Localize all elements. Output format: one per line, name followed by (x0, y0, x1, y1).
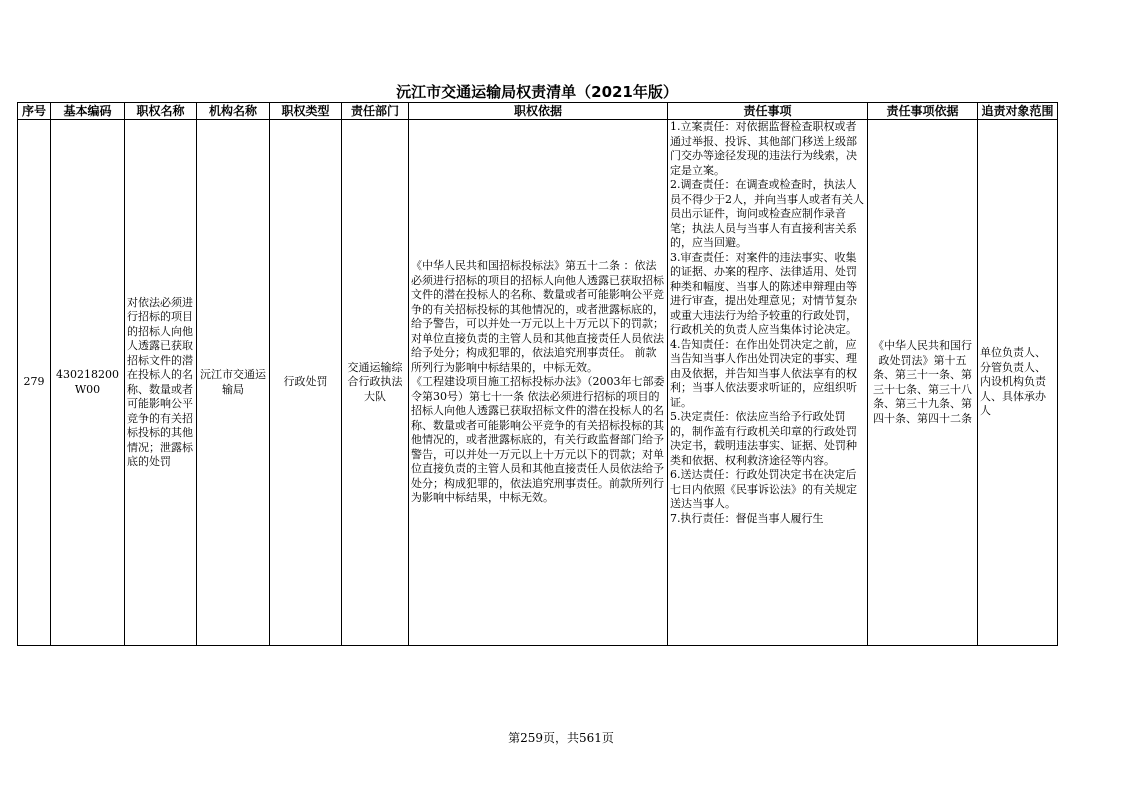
page-title: 沅江市交通运输局权责清单（2021年版） (396, 83, 678, 101)
cell-accountability: 单位负责人、分管负责人、内设机构负责人、具体承办人 (978, 120, 1058, 646)
basis-paragraph: 《中华人民共和国招标投标法》第五十二条 ：依法必须进行招标的项目的招标人向他人透露已获取招标文件的潜在投标人的名称、数量或者可能影响公平竞争的有关招标投标的其他情况的，或者泄露标底的，给予警告，可以并处一万元以上十万元以下的罚款；对单位直接负责的主管人员和其他直接责任人员依法给予处分；构成犯罪的，依法追究刑事责任。 前款所列行为影响中标结果的，中标无效。 (411, 259, 664, 374)
cell-basis (409, 120, 668, 646)
header-org-name: 机构名称 (197, 103, 270, 120)
cell-code: 430218200W00 (51, 120, 125, 646)
matter-item: 6.送达责任：行政处罚决定书在决定后七日内依照《民事诉讼法》的有关规定送达当事人。 (670, 468, 857, 510)
cell-dept: 交通运输综合行政执法大队 (342, 120, 409, 646)
header-code: 基本编码 (51, 103, 125, 120)
matter-item: 4.告知责任：在作出处罚决定之前，应当告知当事人作出处罚决定的事实、理由及依据，并告知当事人依法享有的权利；当事人依法要求听证的，应组织听证。 (670, 337, 857, 409)
cell-org-name: 沅江市交通运输局 (197, 120, 270, 646)
header-power-name: 职权名称 (125, 103, 197, 120)
table-header-row (18, 103, 1058, 120)
header-dept: 责任部门 (342, 103, 409, 120)
basis-paragraph: 《工程建设项目施工招标投标办法》（2003年七部委令第30号）第七十一条 依法必须进行招标的项目的招标人向他人透露已获取招标文件的潜在投标人的名称、数量或者可能影响公平竞争的有关招标投标的其他情况的，或者泄露标底的，有关行政监督部门给予警告，可以并处一万元以上十万元以下的罚款；对单位直接负责的主管人员和其他直接责任人员依法给予处分；构成犯罪的，依法追究刑事责任。前款所列行为影响中标结果，中标无效。 (411, 375, 665, 505)
cell-power-name: 对依法必须进行招标的项目的招标人向他人透露已获取招标文件的潜在投标人的名称、数量或者可能影响公平竞争的有关招标投标的其他情况；泄露标底的处罚 (125, 120, 197, 646)
cell-matters (668, 120, 868, 646)
duty-table (17, 102, 1058, 646)
cell-seq: 279 (18, 120, 51, 646)
header-matters-basis: 责任事项依据 (868, 103, 978, 120)
header-power-type: 职权类型 (270, 103, 342, 120)
header-basis: 职权依据 (409, 103, 668, 120)
cell-power-type: 行政处罚 (270, 120, 342, 646)
matter-item: 3.审查责任：对案件的违法事实、收集的证据、办案的程序、法律适用、处罚种类和幅度、当事人的陈述申辩理由等进行审查，提出处理意见；对情节复杂或重大违法行为给予较重的行政处罚，行政机关的负责人应当集体讨论决定。 (670, 250, 857, 336)
header-seq: 序号 (18, 103, 51, 120)
table-row (18, 120, 1058, 646)
matter-item: 7.执行责任：督促当事人履行生 (670, 511, 824, 525)
header-matters: 责任事项 (668, 103, 868, 120)
matter-item: 5.决定责任：依法应当给予行政处罚的，制作盖有行政机关印章的行政处罚决定书，载明违法事实、证据、处罚种类和依据、权利救济途径等内容。 (670, 410, 857, 467)
header-accountability: 追责对象范围 (978, 103, 1058, 120)
matter-item: 1.立案责任：对依据监督检查职权或者通过举报、投诉、其他部门移送上级部门交办等途径发现的违法行为线索，决定是立案。 (670, 120, 857, 177)
matter-item: 2.调查责任：在调查或检查时，执法人员不得少于2人，并向当事人或者有关人员出示证件，询问或检查应制作录音笔；执法人员与当事人有直接利害关系的，应当回避。 (670, 178, 864, 249)
cell-matters-basis: 《中华人民共和国行政处罚法》第十五条、第三十一条、第三十七条、第三十八条、第三十九条、第四十条、第四十二条 (868, 120, 978, 646)
page-footer: 第259页，共561页 (508, 731, 614, 745)
